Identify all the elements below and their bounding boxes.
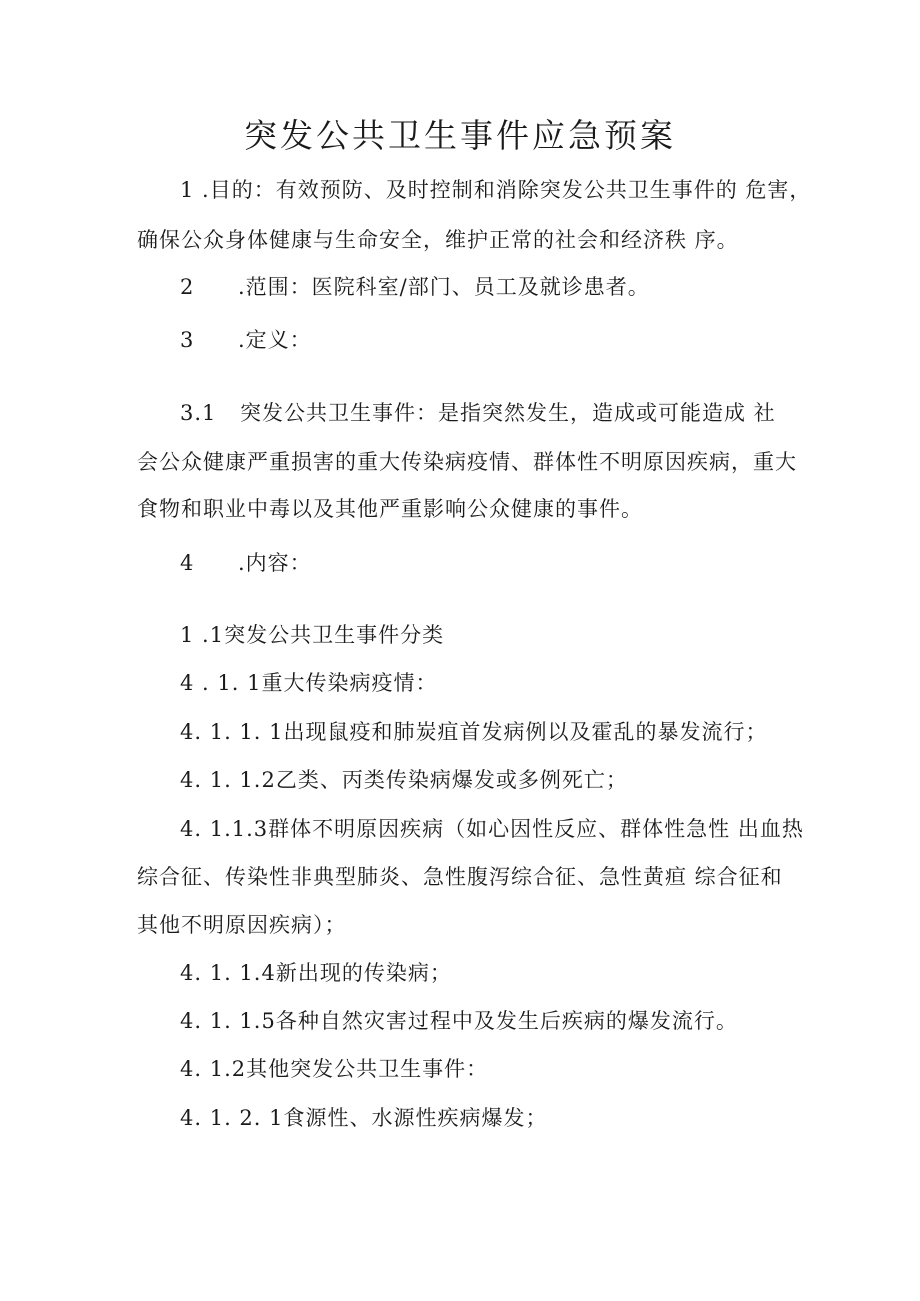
section-number: 4 <box>180 551 195 575</box>
paragraph-line: 突发公共卫生事件：是指突然发生，造成或可能造成 社 <box>240 401 776 425</box>
section-number: 2 <box>180 275 195 299</box>
paragraph-line: 食物和职业中毒以及其他严重影响公众健康的事件。 <box>137 497 643 521</box>
paragraph-line: 4. 1. 1.5各种自然灾害过程中及发生后疾病的爆发流行。 <box>180 1009 738 1033</box>
paragraph-line: 4 . 1. 1重大传染病疫情： <box>180 671 438 695</box>
section-number: 3 <box>180 328 195 352</box>
document-title: 突发公共卫生事件应急预案 <box>244 116 676 155</box>
paragraph-line: 1 .1突发公共卫生事件分类 <box>180 623 445 647</box>
paragraph-line: 4. 1.1.3群体不明原因疾病（如心因性反应、群体性急性 出血热 <box>180 817 804 841</box>
paragraph-line: 4. 1.2其他突发公共卫生事件： <box>180 1057 489 1081</box>
section-heading: .范围：医院科室/部门、员工及就诊患者。 <box>238 275 650 299</box>
subsection-number: 3.1 <box>180 401 217 425</box>
paragraph-line: 会公众健康严重损害的重大传染病疫情、群体性不明原因疾病，重大 <box>137 450 797 474</box>
paragraph-line: 综合征、传染性非典型肺炎、急性腹泻综合征、急性黄疸 综合征和 <box>137 865 783 889</box>
paragraph-line: 4. 1. 1. 1出现鼠疫和肺炭疽首发病例以及霍乱的暴发流行； <box>180 720 768 744</box>
paragraph-line: 其他不明原因疾病）； <box>137 913 347 937</box>
paragraph-line: 1 .目的：有效预防、及时控制和消除突发公共卫生事件的 危害， <box>180 178 812 202</box>
paragraph-line: 4. 1. 1.4新出现的传染病； <box>180 961 452 985</box>
paragraph-line: 4. 1. 2. 1食源性、水源性疾病爆发； <box>180 1106 548 1130</box>
paragraph-line: 4. 1. 1.2乙类、丙类传染病爆发或多例死亡； <box>180 768 628 792</box>
paragraph-line: 确保公众身体健康与生命安全，维护正常的社会和经济秩 序。 <box>137 228 739 252</box>
section-heading: .内容： <box>238 551 312 575</box>
section-heading: .定义： <box>238 328 312 352</box>
